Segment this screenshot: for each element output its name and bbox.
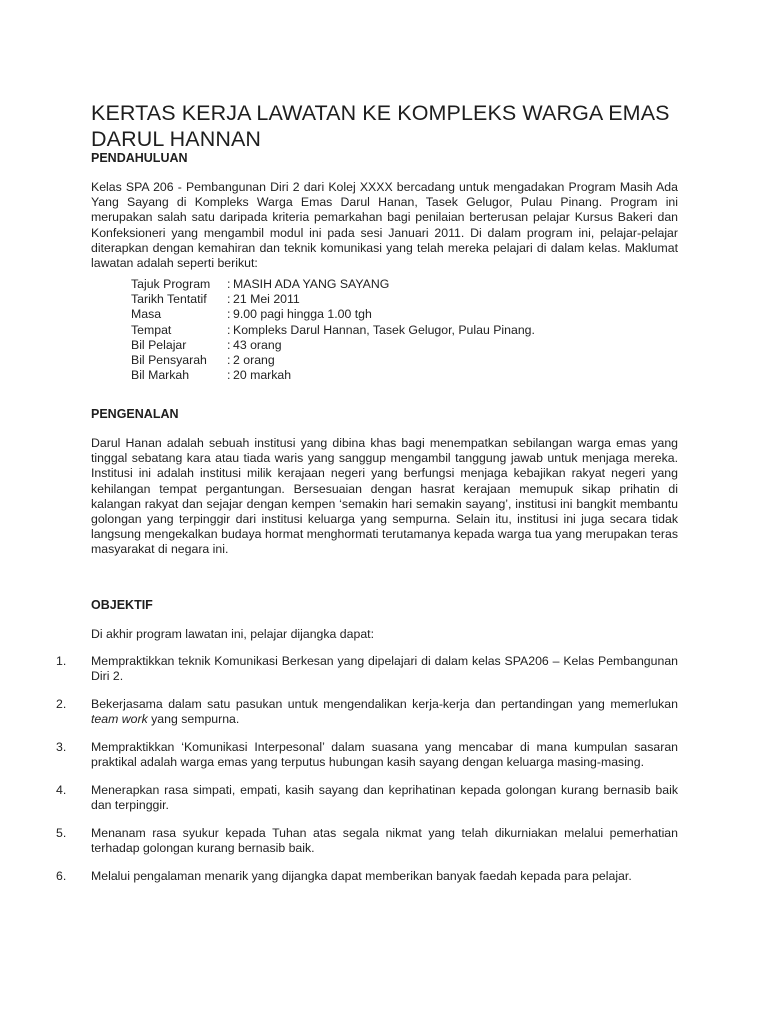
detail-separator: : [227,292,231,307]
detail-value: 9.00 pagi hingga 1.00 tgh [233,307,372,322]
pendahuluan-paragraph: Kelas SPA 206 - Pembangunan Diri 2 dari Kolej XXXX bercadang untuk mengadakan Program Masih Ada Yang Sayang di Kompleks Warga Emas Darul Hanan, Tasek Gelugor, Pulau Pinang. Program ini merupakan salah satu daripada kriteria pemarkahan bagi penilaian berterusan pelajar Kursus Bakeri dan Konfeksioneri yang mengambil modul ini pada sesi Januari 2011. Di dalam program ini, pelajar-pelajar diterapkan dengan kemahiran dan teknik komunikasi yang telah mereka pelajari di dalam kelas. Maklumat lawatan adalah seperti berikut: [91,180,678,271]
detail-row [131,338,651,353]
detail-value: 21 Mei 2011 [233,292,300,307]
objective-text-before: Bekerjasama dalam satu pasukan untuk mengendalikan kerja-kerja dan pertandingan yang memerlukan [91,697,678,711]
objective-text [91,697,678,727]
program-details [131,277,651,383]
detail-row [131,292,651,307]
detail-label: Bil Pelajar [131,337,187,352]
section-heading-pendahuluan: PENDAHULUAN [91,151,188,165]
objective-number: 6. [56,869,67,883]
detail-row [131,323,651,338]
objective-text-after: yang sempurna. [147,712,240,727]
detail-separator: : [227,368,231,383]
objective-number: 1. [56,654,67,668]
detail-row [131,277,651,292]
objective-text: Melalui pengalaman menarik yang dijangka dapat memberikan banyak faedah kepada para pelajar. [91,869,632,883]
detail-label: Bil Pensyarah [131,352,207,367]
detail-row [131,368,651,383]
detail-value: Kompleks Darul Hannan, Tasek Gelugor, Pulau Pinang. [233,322,535,337]
detail-label: Tarikh Tentatif [131,292,207,307]
detail-value: 43 orang [233,337,282,352]
detail-label: Tajuk Program [131,277,211,291]
objective-text: Menerapkan rasa simpati, empati, kasih sayang dan keprihatinan kepada golongan kurang bernasib baik dan terpinggir. [91,783,678,813]
detail-row [131,307,651,322]
detail-label: Tempat [131,322,172,337]
detail-separator: : [227,352,231,367]
objective-number: 4. [56,783,67,797]
detail-label: Bil Markah [131,368,190,383]
detail-separator: : [227,322,231,337]
detail-label: Masa [131,307,162,322]
detail-separator: : [227,307,231,322]
objective-number: 5. [56,826,67,840]
objective-number: 2. [56,697,67,711]
objective-text: Mempraktikkan ‘Komunikasi Interpesonal’ dalam suasana yang mencabar di mana kumpulan sasaran praktikal adalah warga emas yang terputus hubungan kasih sayang dengan keluarga masing-masing. [91,740,678,770]
detail-value: 20 markah [233,368,292,383]
detail-value: 2 orang [233,352,275,367]
section-heading-pengenalan: PENGENALAN [91,407,179,421]
section-heading-objektif: OBJEKTIF [91,598,153,612]
objective-text-italic: team work [91,712,148,727]
objective-text: Menanam rasa syukur kepada Tuhan atas segala nikmat yang telah dikurniakan melalui pemerhatian terhadap golongan kurang bernasib baik. [91,826,678,856]
detail-value: MASIH ADA YANG SAYANG [233,277,390,291]
document-title: KERTAS KERJA LAWATAN KE KOMPLEKS WARGA EMAS DARUL HANNAN [91,101,670,151]
objektif-intro: Di akhir program lawatan ini, pelajar dijangka dapat: [91,627,374,641]
objective-number: 3. [56,740,67,754]
pengenalan-paragraph: Darul Hanan adalah sebuah institusi yang dibina khas bagi menempatkan sebilangan warga emas yang tinggal sebatang kara atau tiada waris yang sanggup mengambil tanggung jawab untuk menjaga mereka. Institusi ini adalah institusi milik kerajaan negeri yang berfungsi menjaga kebajikan rakyat negeri yang kehilangan tempat pergantungan. Bersesuaian dengan hasrat kerajaan memupuk sikap prihatin di kalangan rakyat dan sejajar dengan kempen ‘semakin hari semakin sayang’, institusi ini bangkit membantu golongan yang terpinggir dari institusi keluarga yang sempurna. Selain itu, institusi ini juga secara tidak langsung mengekalkan budaya hormat menghormati terutamanya kepada warga tua yang merupakan teras masyarakat di negara ini. [91,436,678,557]
objective-text: Mempraktikkan teknik Komunikasi Berkesan yang dipelajari di dalam kelas SPA206 – Kelas Pembangunan Diri 2. [91,654,678,684]
detail-separator: : [227,337,231,352]
detail-row [131,353,651,368]
detail-separator: : [227,277,231,291]
